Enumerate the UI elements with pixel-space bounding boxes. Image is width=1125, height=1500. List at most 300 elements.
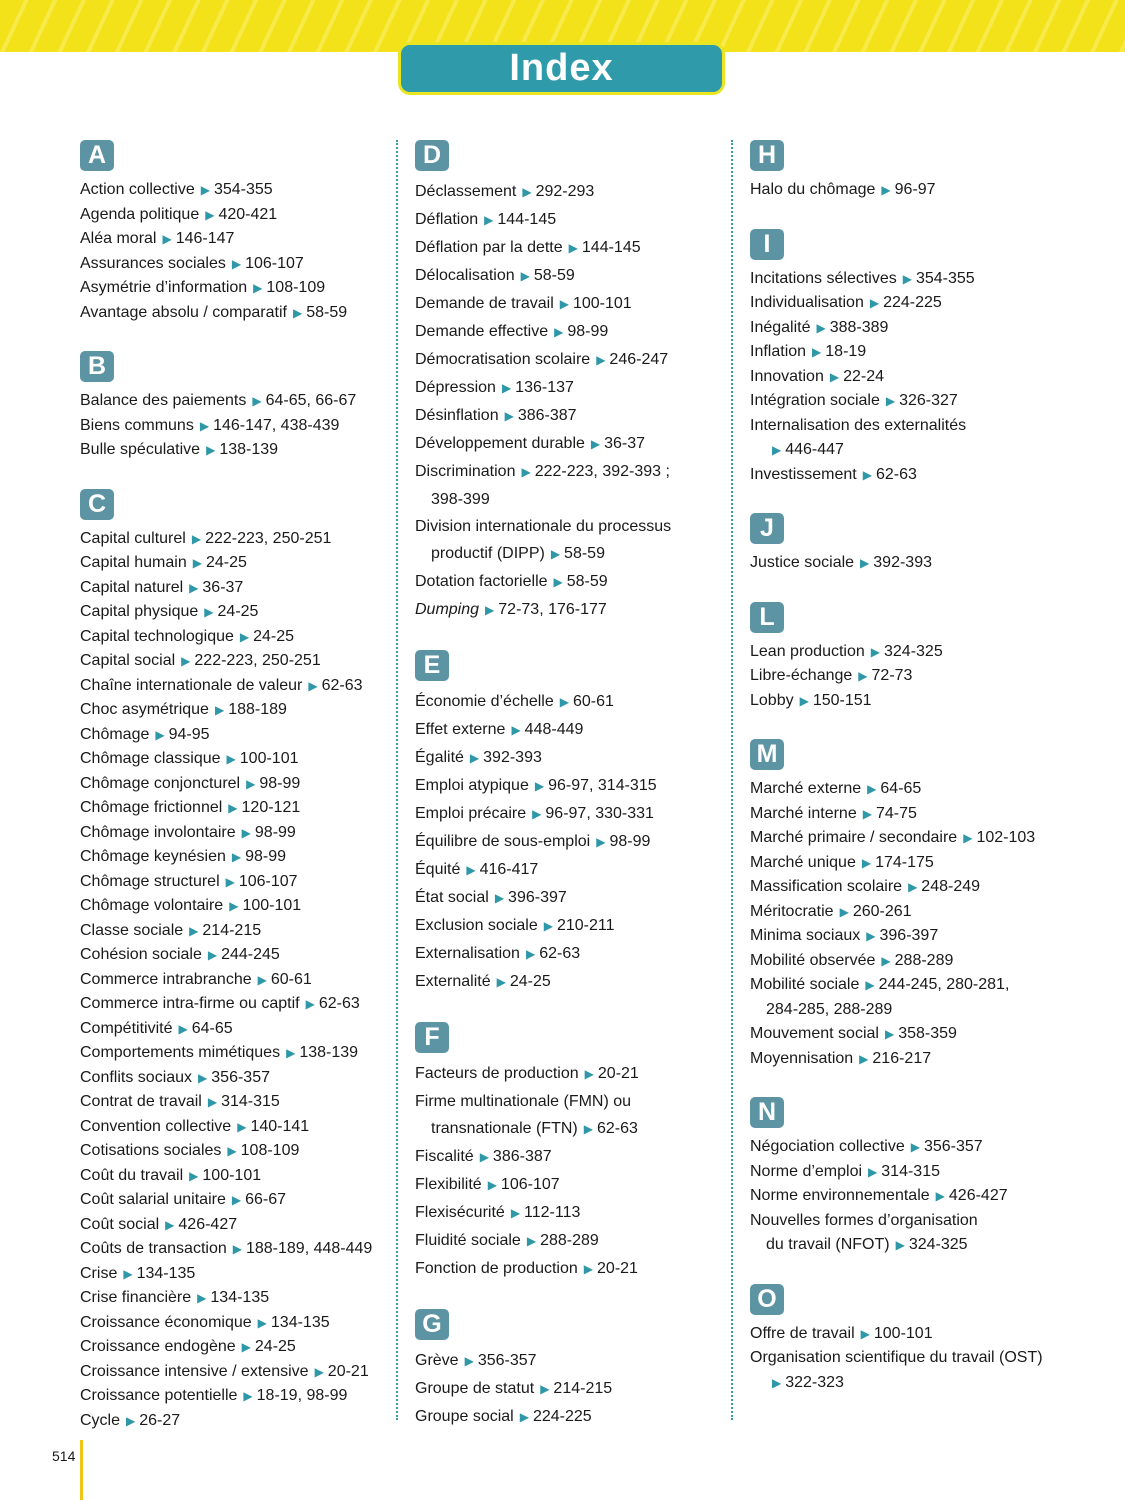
index-entry[interactable] [750, 802, 1043, 827]
index-term: Avantage absolu / comparatif [80, 303, 287, 321]
index-entry[interactable] [80, 1115, 372, 1140]
index-entry[interactable] [80, 870, 372, 895]
index-pages: 98-99 [254, 823, 296, 841]
index-pages: 62-63 [875, 465, 917, 483]
index-entry[interactable] [415, 1375, 671, 1403]
index-entry[interactable] [750, 1160, 1043, 1185]
index-pages: 396-397 [879, 927, 939, 944]
index-entry[interactable] [750, 389, 1043, 414]
page-arrow-icon: ▶ [199, 418, 210, 433]
index-term: Contrat de travail [80, 1093, 202, 1110]
index-entry[interactable] [80, 576, 372, 601]
index-pages: 108-109 [240, 1142, 300, 1159]
index-section-l [750, 602, 1043, 714]
index-term: Halo du chômage [750, 181, 876, 198]
page-arrow-icon: ▶ [583, 1122, 593, 1136]
index-pages: 322-323 [785, 1373, 844, 1391]
index-entry[interactable] [415, 1088, 671, 1115]
index-entry[interactable] [80, 1213, 372, 1238]
index-entry[interactable] [415, 688, 671, 716]
index-entry-continuation [750, 438, 1043, 463]
index-pages: 292-293 [535, 183, 595, 200]
index-pages: 112-113 [524, 1204, 581, 1221]
index-term: Capital physique [80, 603, 199, 620]
page-arrow-icon: ▶ [496, 975, 506, 989]
index-term: Norme d’emploi [750, 1162, 863, 1180]
index-term: Coût du travail [80, 1166, 184, 1184]
index-entry[interactable] [80, 551, 372, 576]
index-term: Aléa moral [80, 230, 157, 247]
index-term: Démocratisation scolaire [415, 351, 591, 368]
index-term: Chômage involontaire [80, 823, 236, 841]
page-arrow-icon: ▶ [231, 256, 242, 271]
index-term: Déclassement [415, 183, 517, 200]
index-term: Croissance potentielle [80, 1387, 238, 1404]
page-arrow-icon: ▶ [511, 723, 521, 737]
page-arrow-icon: ▶ [839, 904, 849, 919]
index-entry[interactable] [80, 796, 372, 821]
index-term: Norme environnementale [750, 1187, 930, 1204]
section-letter-badge: J [750, 513, 784, 544]
index-entry[interactable] [415, 206, 671, 234]
index-entry[interactable] [750, 551, 1043, 576]
index-entry[interactable] [415, 178, 671, 206]
index-entry[interactable] [415, 1143, 671, 1171]
index-entry[interactable] [415, 1347, 671, 1375]
page-arrow-icon: ▶ [308, 678, 318, 693]
index-entry[interactable] [750, 365, 1043, 390]
index-term: transnationale (FTN) [431, 1120, 578, 1137]
index-term: Croissance intensive / extensive [80, 1362, 309, 1380]
index-entry[interactable] [750, 463, 1043, 488]
index-term: Demande de travail [415, 295, 554, 312]
index-pages: 106-107 [500, 1176, 560, 1193]
index-entry[interactable] [415, 744, 671, 772]
index-pages: 18-19 [825, 343, 867, 360]
index-pages: 446-447 [785, 441, 844, 458]
index-term: Groupe social [415, 1408, 514, 1425]
index-term: Flexibilité [415, 1176, 482, 1193]
page-arrow-icon: ▶ [204, 605, 214, 619]
index-entry[interactable] [80, 1017, 372, 1042]
index-entry[interactable] [750, 1322, 1043, 1347]
index-entry[interactable] [415, 940, 671, 968]
index-entry[interactable] [80, 389, 372, 414]
index-entry[interactable] [80, 1409, 372, 1434]
index-entry[interactable] [80, 992, 372, 1017]
index-term: Fluidité sociale [415, 1232, 521, 1249]
index-term: Mobilité sociale [750, 976, 860, 993]
index-entry[interactable] [415, 1060, 671, 1088]
index-entry[interactable] [415, 430, 671, 458]
index-term: Croissance endogène [80, 1338, 236, 1355]
index-pages: 98-99 [245, 848, 287, 865]
index-entry[interactable] [80, 1360, 372, 1385]
index-entry[interactable] [80, 1237, 372, 1262]
page-arrow-icon: ▶ [207, 948, 218, 962]
index-term: Assurances sociales [80, 254, 226, 272]
page-arrow-icon: ▶ [510, 1206, 521, 1220]
index-entry[interactable] [415, 568, 671, 596]
page-arrow-icon: ▶ [584, 1067, 594, 1081]
index-term: Lobby [750, 691, 794, 709]
index-term: Discrimination [415, 463, 516, 480]
index-pages: 314-315 [881, 1162, 940, 1180]
index-entry[interactable] [750, 178, 1043, 203]
index-entry[interactable] [750, 924, 1043, 949]
index-entry[interactable] [750, 1022, 1043, 1047]
index-column-2 [415, 140, 671, 1457]
page-arrow-icon: ▶ [501, 381, 512, 395]
index-pages: 150-151 [812, 691, 872, 709]
index-term: Internalisation des externalités [750, 416, 967, 434]
index-term: Capital social [80, 652, 176, 669]
index-pages: 210-211 [556, 917, 615, 934]
index-entry[interactable] [80, 203, 372, 228]
index-pages: 420-421 [218, 205, 278, 223]
index-term: Chômage volontaire [80, 897, 224, 914]
index-term: Dotation factorielle [415, 573, 548, 590]
index-entry[interactable] [80, 252, 372, 277]
index-term: Incitations sélectives [750, 269, 897, 287]
index-entry[interactable] [415, 856, 671, 884]
index-entry[interactable] [750, 316, 1043, 341]
index-section-g [415, 1309, 671, 1431]
index-entry[interactable] [80, 1262, 372, 1287]
index-pages: 386-387 [517, 407, 577, 424]
index-pages: 102-103 [976, 829, 1036, 846]
index-entry[interactable] [80, 747, 372, 772]
page-arrow-icon: ▶ [232, 1242, 242, 1256]
index-pages: 36-37 [604, 435, 646, 452]
index-term: Déflation [415, 211, 479, 228]
index-pages: 146-147, 438-439 [213, 416, 340, 434]
index-term: Méritocratie [750, 902, 834, 920]
index-pages: 106-107 [238, 872, 298, 890]
index-entry[interactable] [415, 290, 671, 318]
index-entry[interactable] [80, 698, 372, 723]
index-term: Commerce intra-firme ou captif [80, 995, 300, 1012]
index-pages: 100-101 [239, 750, 299, 767]
index-entry[interactable] [415, 458, 671, 486]
page-arrow-icon: ▶ [464, 1354, 474, 1368]
index-entry[interactable] [80, 723, 372, 748]
page-title: Index [509, 47, 614, 89]
index-entry[interactable] [415, 884, 671, 912]
index-pages: 24-25 [205, 554, 247, 571]
page-arrow-icon: ▶ [162, 232, 172, 246]
index-term: Chômage keynésien [80, 848, 226, 865]
index-pages: 260-261 [852, 902, 912, 920]
index-entry[interactable] [750, 1135, 1043, 1160]
index-entry[interactable] [750, 267, 1043, 292]
index-entry[interactable] [750, 851, 1043, 876]
index-entry[interactable] [80, 845, 372, 870]
section-letter-badge: B [80, 351, 114, 382]
index-pages: 356-357 [211, 1068, 270, 1086]
index-term: Capital culturel [80, 529, 186, 547]
index-term: Marché primaire / secondaire [750, 829, 958, 846]
index-entry[interactable] [415, 346, 671, 374]
index-pages: 222-223, 250-251 [194, 652, 321, 669]
index-entry[interactable] [80, 943, 372, 968]
index-pages: 448-449 [524, 721, 584, 738]
index-entry[interactable] [80, 674, 372, 699]
page-arrow-icon: ▶ [519, 1410, 529, 1424]
page-arrow-icon: ▶ [200, 183, 210, 197]
page-arrow-icon: ▶ [257, 972, 267, 987]
index-term: Externalité [415, 973, 491, 990]
index-entry[interactable] [750, 1047, 1043, 1072]
index-entry[interactable] [80, 649, 372, 674]
index-term: Chômage frictionnel [80, 799, 223, 816]
index-pages: 98-99 [259, 774, 301, 792]
index-pages: 214-215 [553, 1380, 613, 1397]
index-term: Investissement [750, 465, 857, 483]
index-entry[interactable] [80, 894, 372, 919]
index-term: Offre de travail [750, 1324, 855, 1342]
index-term: Bulle spéculative [80, 441, 201, 458]
index-entry[interactable] [80, 968, 372, 993]
index-entry[interactable] [80, 1139, 372, 1164]
index-term: Flexisécurité [415, 1204, 505, 1221]
index-pages: 120-121 [241, 799, 301, 816]
index-pages: 60-61 [572, 693, 614, 710]
index-pages: 244-245 [221, 946, 280, 963]
index-term: Délocalisation [415, 267, 515, 284]
index-entry[interactable] [415, 596, 671, 624]
index-pages: 222-223, 392-393 ; [534, 463, 670, 480]
page-arrow-icon: ▶ [189, 1168, 199, 1183]
index-pages: 392-393 [483, 749, 542, 766]
page-arrow-icon: ▶ [314, 1364, 324, 1379]
page-arrow-icon: ▶ [816, 320, 826, 335]
index-term: Lean production [750, 642, 865, 660]
index-entry[interactable] [750, 340, 1043, 365]
index-pages: 62-63 [321, 676, 363, 694]
index-entry[interactable] [80, 625, 372, 650]
index-pages: 144-145 [497, 211, 557, 228]
index-entry[interactable] [80, 1311, 372, 1336]
index-entry[interactable] [415, 800, 671, 828]
index-section-d [415, 140, 671, 624]
index-pages: 26-27 [139, 1411, 181, 1429]
index-entry[interactable] [415, 234, 671, 262]
index-entry-continuation [415, 486, 671, 513]
page-arrow-icon: ▶ [568, 241, 578, 255]
index-entry[interactable] [415, 772, 671, 800]
index-entry[interactable] [80, 438, 372, 463]
index-entry[interactable] [750, 1346, 1043, 1371]
index-entry[interactable] [750, 777, 1043, 802]
index-term: Compétitivité [80, 1019, 173, 1037]
index-entry[interactable] [80, 527, 372, 552]
page-arrow-icon: ▶ [935, 1189, 945, 1203]
index-pages: 24-25 [254, 1338, 296, 1355]
index-term: Capital technologique [80, 627, 234, 645]
index-pages: 386-387 [492, 1148, 552, 1165]
index-term: Classe sociale [80, 921, 184, 939]
index-entry[interactable] [80, 600, 372, 625]
index-entry[interactable] [80, 1164, 372, 1189]
index-pages: 248-249 [921, 878, 981, 895]
index-entry[interactable] [80, 919, 372, 944]
index-term: Cycle [80, 1411, 121, 1429]
page-arrow-icon: ▶ [554, 325, 564, 339]
index-pages: 62-63 [318, 995, 360, 1012]
index-entry[interactable] [80, 821, 372, 846]
page-arrow-icon: ▶ [520, 269, 530, 283]
page-arrow-icon: ▶ [155, 727, 165, 742]
index-entry[interactable] [750, 689, 1043, 714]
index-entry[interactable] [415, 374, 671, 402]
index-pages: 354-355 [213, 181, 273, 198]
index-pages: 288-289 [894, 951, 954, 969]
index-entry[interactable] [80, 227, 372, 252]
page-arrow-icon: ▶ [257, 1315, 267, 1330]
page-number-bar [80, 1440, 83, 1500]
page-arrow-icon: ▶ [241, 1340, 251, 1354]
index-entry[interactable] [415, 1227, 671, 1255]
page-arrow-icon: ▶ [181, 654, 191, 668]
index-pages: 134-135 [210, 1289, 270, 1306]
index-pages: 100-101 [873, 1324, 933, 1342]
index-pages: 134-135 [136, 1264, 196, 1282]
index-entry[interactable] [415, 1403, 671, 1431]
index-entry[interactable] [750, 973, 1043, 998]
index-term: Balance des paiements [80, 392, 247, 409]
page-arrow-icon: ▶ [225, 874, 235, 889]
index-entry[interactable] [80, 301, 372, 326]
index-entry[interactable] [415, 912, 671, 940]
index-entry[interactable] [750, 664, 1043, 689]
page-arrow-icon: ▶ [865, 978, 875, 992]
index-entry[interactable] [80, 414, 372, 439]
index-entry[interactable] [80, 276, 372, 301]
index-entry-continuation [750, 998, 1043, 1023]
index-pages: 62-63 [539, 945, 581, 962]
index-entry[interactable] [750, 1209, 1043, 1234]
index-pages: 224-225 [532, 1408, 592, 1425]
index-term: Organisation scientifique du travail (OST) [750, 1349, 1043, 1366]
index-pages: 60-61 [270, 970, 312, 988]
index-section-a [80, 140, 372, 325]
index-pages: 24-25 [253, 627, 295, 645]
index-entry[interactable] [80, 1090, 372, 1115]
index-term: Déflation par la dette [415, 239, 563, 256]
section-letter-badge: E [415, 650, 449, 681]
page-arrow-icon: ▶ [252, 394, 262, 408]
index-term: Effet externe [415, 721, 506, 738]
index-pages: 326-327 [899, 392, 958, 409]
page-arrow-icon: ▶ [189, 923, 199, 938]
index-entry[interactable] [80, 1286, 372, 1311]
page-arrow-icon: ▶ [239, 629, 250, 644]
index-pages: 94-95 [168, 725, 210, 743]
index-entry-continuation [415, 540, 671, 568]
index-entry[interactable] [750, 414, 1043, 439]
index-entry[interactable] [80, 1066, 372, 1091]
index-entry[interactable] [415, 1199, 671, 1227]
index-term: Marché unique [750, 853, 856, 871]
index-entry[interactable] [750, 291, 1043, 316]
index-entry[interactable] [415, 968, 671, 996]
index-entry[interactable] [750, 640, 1043, 665]
index-entry-continuation [415, 1115, 671, 1143]
index-entry[interactable] [415, 402, 671, 430]
index-entry[interactable] [750, 949, 1043, 974]
page-arrow-icon: ▶ [231, 850, 242, 864]
index-term: Dumping [415, 601, 480, 618]
index-term: Chômage classique [80, 750, 221, 767]
index-pages: 188-189 [228, 701, 287, 718]
index-entry[interactable] [750, 900, 1043, 925]
index-entry[interactable] [80, 178, 372, 203]
page-arrow-icon: ▶ [596, 353, 606, 367]
index-pages: 64-65 [880, 780, 922, 797]
page-arrow-icon: ▶ [895, 1238, 905, 1252]
index-pages: 98-99 [609, 833, 651, 850]
page-arrow-icon: ▶ [253, 281, 263, 295]
index-entry[interactable] [415, 262, 671, 290]
index-entry[interactable] [80, 1384, 372, 1409]
page-arrow-icon: ▶ [963, 831, 973, 845]
index-term: Action collective [80, 181, 195, 198]
index-entry[interactable] [750, 875, 1043, 900]
index-pages: 58-59 [306, 303, 348, 321]
page-arrow-icon: ▶ [559, 297, 569, 311]
index-entry[interactable] [750, 1184, 1043, 1209]
index-term: Commerce intrabranche [80, 970, 252, 988]
index-entry[interactable] [80, 1335, 372, 1360]
index-term: Comportements mimétiques [80, 1044, 281, 1061]
index-pages: 138-139 [219, 441, 279, 458]
index-term: Coûts de transaction [80, 1240, 227, 1257]
index-pages: 222-223, 250-251 [205, 529, 332, 547]
section-letter-badge: O [750, 1284, 784, 1315]
index-section-b [80, 351, 372, 463]
index-entry[interactable] [415, 716, 671, 744]
page-arrow-icon: ▶ [192, 556, 202, 570]
page-arrow-icon: ▶ [596, 835, 606, 849]
index-entry[interactable] [80, 772, 372, 797]
index-entry[interactable] [80, 1041, 372, 1066]
index-term: Nouvelles formes d’organisation [750, 1211, 978, 1229]
index-pages: 398-399 [431, 491, 490, 508]
index-entry[interactable] [415, 1255, 671, 1283]
index-term: État social [415, 889, 489, 906]
index-pages: 96-97, 314-315 [548, 777, 657, 794]
page-arrow-icon: ▶ [885, 394, 896, 408]
index-pages: 72-73, 176-177 [498, 601, 607, 618]
index-entry[interactable] [80, 1188, 372, 1213]
index-entry[interactable] [415, 318, 671, 346]
page-arrow-icon: ▶ [540, 1382, 550, 1396]
index-pages: 354-355 [915, 269, 975, 287]
page-arrow-icon: ▶ [861, 855, 872, 870]
index-pages: 20-21 [597, 1260, 638, 1277]
index-entry[interactable] [415, 828, 671, 856]
page-arrow-icon: ▶ [206, 443, 216, 457]
index-term: Cohésion sociale [80, 946, 202, 963]
index-column-1 [80, 140, 372, 1459]
index-entry[interactable] [415, 1171, 671, 1199]
page-arrow-icon: ▶ [772, 1375, 782, 1390]
index-entry[interactable] [750, 826, 1043, 851]
index-entry[interactable] [415, 513, 671, 540]
page-arrow-icon: ▶ [583, 1262, 594, 1276]
page-arrow-icon: ▶ [123, 1266, 133, 1281]
